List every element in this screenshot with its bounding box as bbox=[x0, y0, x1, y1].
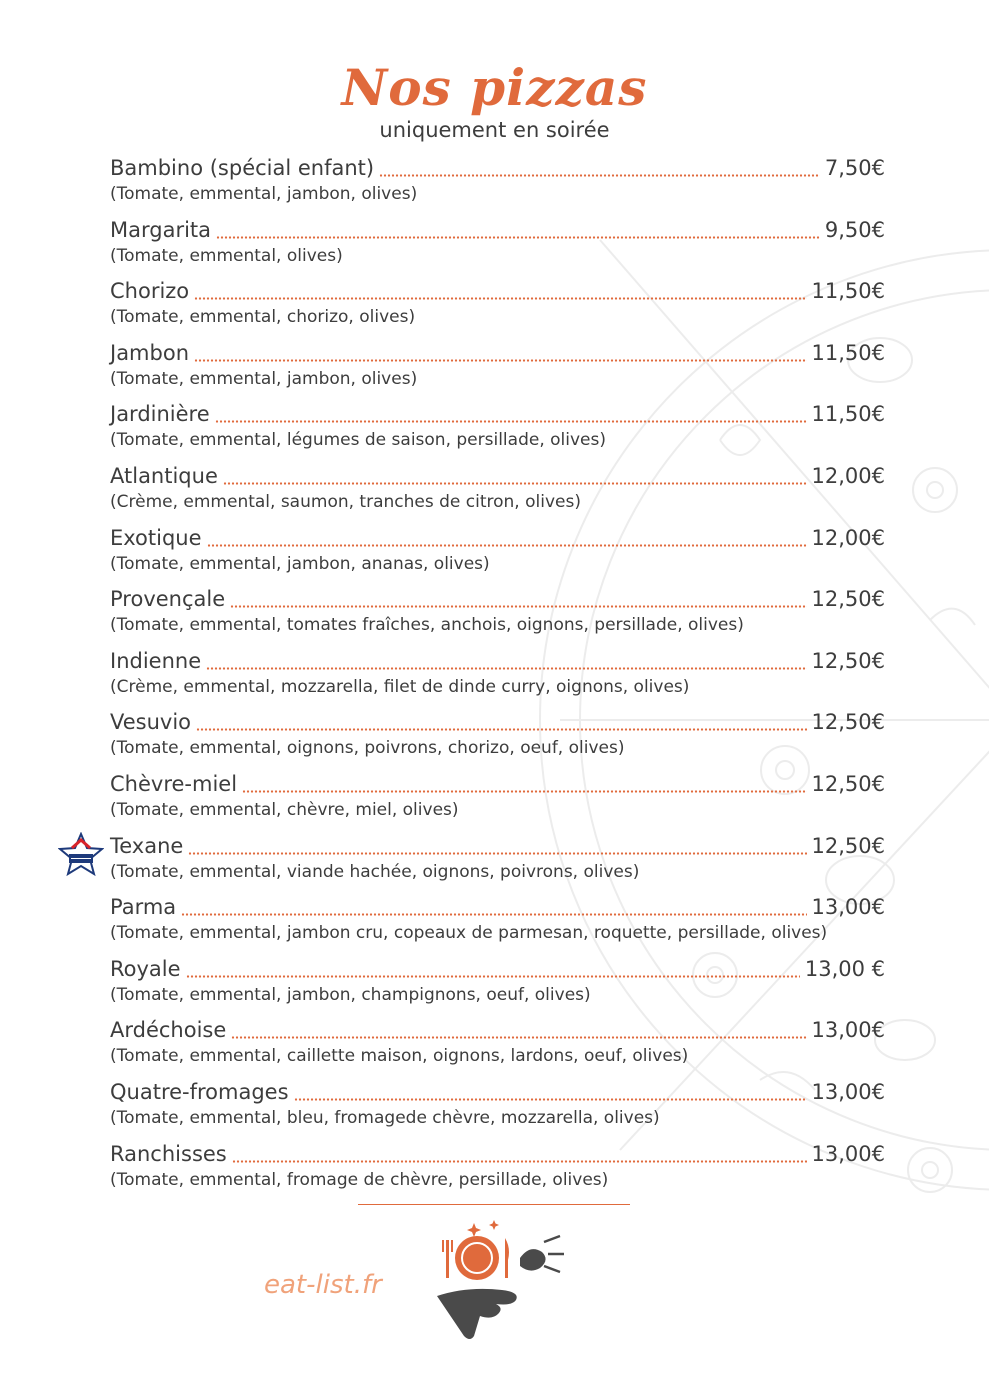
leader-dots bbox=[379, 174, 820, 177]
item-price: 13,00€ bbox=[811, 1018, 885, 1043]
item-price: 11,50€ bbox=[811, 340, 885, 365]
menu-item bbox=[110, 1080, 885, 1140]
item-name: Exotique bbox=[110, 525, 202, 550]
item-name: Chorizo bbox=[110, 279, 190, 304]
item-price: 12,50€ bbox=[811, 833, 885, 858]
leader-dots bbox=[230, 605, 806, 608]
item-description: (Tomate, emmental, jambon, ananas, olives) bbox=[110, 553, 490, 574]
menu-item bbox=[110, 1142, 885, 1202]
item-name: Jardinière bbox=[110, 402, 210, 427]
footer-separator bbox=[358, 1204, 630, 1205]
leader-dots bbox=[181, 913, 806, 916]
leader-dots bbox=[188, 852, 806, 855]
item-price: 13,00€ bbox=[811, 895, 885, 920]
item-description: (Tomate, emmental, jambon cru, copeaux de parmesan, roquette, persillade, olives) bbox=[110, 923, 828, 944]
item-description: (Tomate, emmental, chèvre, miel, olives) bbox=[110, 800, 459, 820]
menu-item bbox=[110, 587, 885, 647]
item-name: Provençale bbox=[110, 587, 226, 612]
item-name: Margarita bbox=[110, 217, 212, 242]
menu-item bbox=[110, 341, 885, 401]
plate-cutlery-hand-logo-icon bbox=[432, 1218, 567, 1343]
leader-dots bbox=[207, 544, 807, 547]
leader-dots bbox=[216, 236, 820, 239]
leader-dots bbox=[194, 297, 806, 300]
item-name: Ardéchoise bbox=[110, 1018, 227, 1043]
menu-item bbox=[110, 279, 885, 339]
item-description: (Crème, emmental, saumon, tranches de citron, olives) bbox=[110, 492, 581, 512]
leader-dots bbox=[223, 482, 807, 485]
menu-item bbox=[110, 834, 885, 894]
leader-dots bbox=[231, 1036, 806, 1039]
leader-dots bbox=[294, 1098, 807, 1101]
leader-dots bbox=[242, 790, 806, 793]
item-description: (Tomate, emmental, oignons, poivrons, chorizo, oeuf, olives) bbox=[110, 738, 625, 759]
menu-item bbox=[110, 649, 885, 709]
item-description: (Tomate, emmental, tomates fraîches, anchois, oignons, persillade, olives) bbox=[110, 615, 744, 636]
menu-item bbox=[110, 1018, 885, 1078]
item-description: (Tomate, emmental, olives) bbox=[110, 245, 343, 266]
item-price: 13,00€ bbox=[811, 1141, 885, 1166]
item-price: 12,00€ bbox=[811, 525, 885, 550]
item-description: (Tomate, emmental, jambon, olives) bbox=[110, 184, 418, 204]
menu-item bbox=[110, 772, 885, 832]
item-price: 7,50€ bbox=[824, 156, 885, 180]
leader-dots bbox=[194, 359, 807, 362]
item-price: 12,50€ bbox=[811, 648, 885, 673]
leader-dots bbox=[206, 667, 806, 670]
item-price: 12,50€ bbox=[811, 772, 885, 796]
item-description: (Tomate, emmental, fromage de chèvre, persillade, olives) bbox=[110, 1169, 609, 1190]
menu-item bbox=[110, 156, 885, 216]
menu-item bbox=[110, 895, 885, 955]
page-subtitle: uniquement en soirée bbox=[379, 118, 610, 142]
item-name: Bambino (spécial enfant) bbox=[110, 156, 375, 180]
item-name: Ranchisses bbox=[110, 1141, 227, 1166]
item-name: Texane bbox=[110, 833, 184, 858]
item-name: Chèvre-miel bbox=[110, 772, 238, 796]
item-name: Jambon bbox=[110, 340, 190, 365]
brand-link[interactable]: eat-list.fr bbox=[264, 1270, 382, 1300]
item-description: (Tomate, emmental, viande hachée, oignons, poivrons, olives) bbox=[110, 861, 640, 882]
item-name: Atlantique bbox=[110, 464, 218, 488]
item-description: (Tomate, emmental, caillette maison, oignons, lardons, oeuf, olives) bbox=[110, 1046, 689, 1067]
item-name: Vesuvio bbox=[110, 710, 192, 735]
menu-item bbox=[110, 464, 885, 524]
item-description: (Tomate, emmental, jambon, olives) bbox=[110, 368, 418, 389]
item-price: 12,50€ bbox=[811, 587, 885, 612]
item-description: (Tomate, emmental, jambon, champignons, oeuf, olives) bbox=[110, 984, 591, 1005]
item-price: 13,00 € bbox=[804, 956, 885, 981]
item-price: 13,00€ bbox=[811, 1080, 885, 1104]
page-title: Nos pizzas bbox=[341, 58, 648, 117]
leader-dots bbox=[232, 1160, 807, 1163]
menu-item bbox=[110, 402, 885, 462]
item-description: (Tomate, emmental, bleu, fromagede chèvre, mozzarella, olives) bbox=[110, 1108, 660, 1128]
leader-dots bbox=[215, 420, 807, 423]
item-price: 11,50€ bbox=[811, 279, 885, 304]
item-description: (Crème, emmental, mozzarella, filet de dinde curry, oignons, olives) bbox=[110, 676, 690, 697]
item-price: 9,50€ bbox=[824, 217, 885, 242]
item-price: 11,50€ bbox=[811, 402, 885, 427]
item-description: (Tomate, emmental, légumes de saison, persillade, olives) bbox=[110, 430, 606, 451]
item-name: Parma bbox=[110, 895, 177, 920]
menu-item bbox=[110, 218, 885, 278]
item-description: (Tomate, emmental, chorizo, olives) bbox=[110, 307, 416, 328]
menu-item bbox=[110, 957, 885, 1017]
leader-dots bbox=[186, 975, 800, 978]
item-name: Indienne bbox=[110, 648, 202, 673]
french-beef-label-icon bbox=[58, 832, 104, 878]
menu-item bbox=[110, 526, 885, 586]
item-price: 12,50€ bbox=[811, 710, 885, 735]
item-price: 12,00€ bbox=[811, 464, 885, 488]
item-name: Quatre-fromages bbox=[110, 1080, 289, 1104]
leader-dots bbox=[196, 728, 806, 731]
menu-item bbox=[110, 710, 885, 770]
item-name: Royale bbox=[110, 956, 181, 981]
